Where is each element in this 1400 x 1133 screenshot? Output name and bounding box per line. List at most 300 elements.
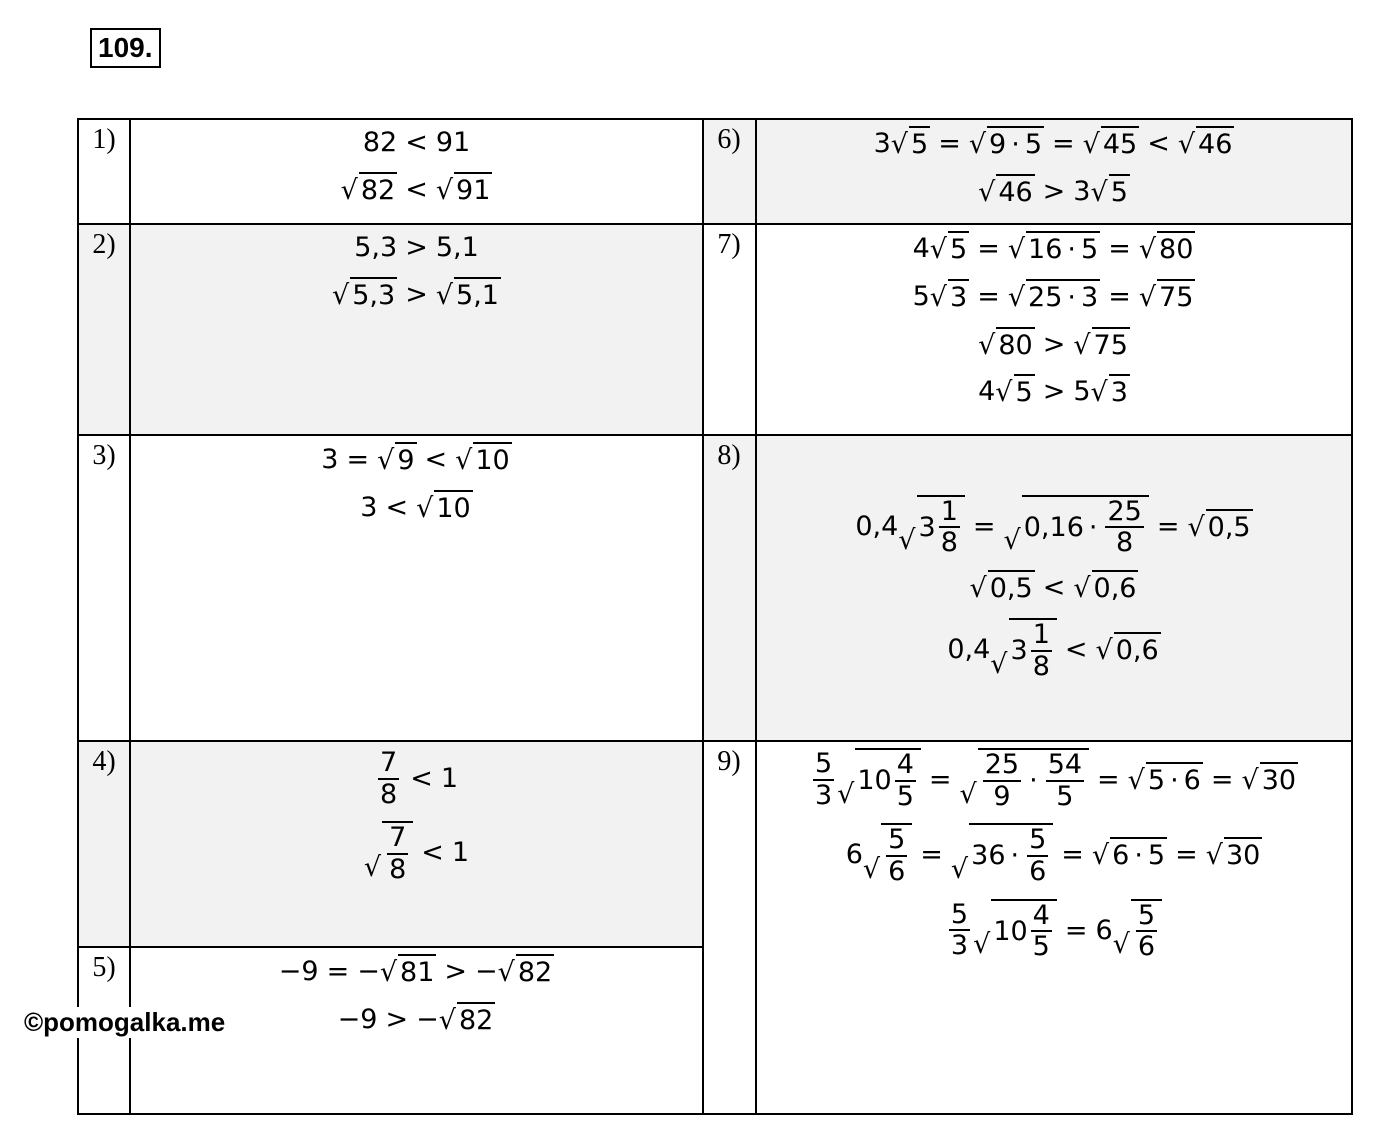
square-root [978,327,1035,363]
math-term: 3 [321,444,339,475]
math-term: 4 [978,376,996,408]
radical-sign-icon: √ [1082,129,1100,160]
fraction-denominator: 8 [389,854,407,886]
math-term: −9 [337,1003,378,1035]
fraction [1105,497,1143,558]
math-term: 75 [1093,329,1128,361]
math-operator: < [405,173,428,205]
square-root [1083,126,1140,162]
square-root [995,374,1034,410]
math-operator: = [977,280,1000,312]
math-operator: < [1042,572,1066,604]
radical-sign-icon: √ [898,525,916,557]
math-term: 1 [451,837,470,869]
radical-sign-icon: √ [1090,176,1108,208]
radical-sign-icon: √ [1127,764,1145,796]
fraction-numerator: 25 [1107,495,1142,527]
fraction [813,749,834,810]
fraction-denominator: 5 [1032,931,1050,963]
math-operator: < [385,491,409,523]
math-term: 10 [993,915,1028,947]
math-line [978,327,1130,363]
fraction [895,750,916,811]
math-operator: > [385,1003,409,1035]
square-root [837,748,921,811]
radicand [855,748,921,811]
square-root [898,495,965,558]
math-line [978,174,1130,210]
fraction-numerator: 5 [814,748,833,779]
math-operator: = [920,839,943,871]
math-operator: · [1011,129,1020,160]
math-term: 5 [1073,376,1091,408]
solution-2 [131,225,702,434]
math-term: 25 [1028,281,1063,313]
square-root [990,618,1057,681]
square-root [377,442,416,478]
math-term: 0,6 [1093,573,1137,605]
fraction [1136,901,1157,962]
math-term: 82 [517,957,553,988]
math-term: 5 [950,234,968,265]
math-operator: > [444,956,468,987]
radicand [948,279,969,315]
square-root [380,954,437,990]
math-operator: < [1064,633,1088,665]
square-root [1128,762,1203,798]
radical-sign-icon: √ [438,1004,456,1036]
radicand [1109,174,1130,210]
math-operator: = [938,128,961,159]
math-operator: > [405,278,428,310]
math-term: 0,4 [855,510,899,542]
math-term: 0,5 [989,573,1033,605]
math-line [874,126,1235,162]
radicand [996,174,1034,210]
square-root [978,174,1035,210]
radical-sign-icon: √ [1007,281,1026,313]
math-operator: > [405,232,428,263]
math-line [855,495,1252,558]
radicand [996,327,1034,363]
math-term: 82 [360,174,396,206]
math-line [970,570,1139,606]
radicand [1206,509,1253,545]
square-root [1008,279,1100,315]
fraction-denominator: 6 [888,856,906,888]
math-term: 45 [1102,129,1138,160]
fraction-numerator: 4 [1032,899,1050,931]
fraction-denominator: 5 [1056,780,1074,812]
math-operator: = [928,763,952,795]
math-term: 3 [918,511,936,543]
radical-sign-icon: √ [995,377,1013,409]
radical-sign-icon: √ [1187,511,1205,543]
square-root [1092,837,1167,873]
math-operator: < [405,127,428,158]
math-term: 10 [475,445,510,476]
radical-sign-icon: √ [377,445,395,476]
radical-sign-icon: √ [1112,929,1130,961]
radical-sign-icon: √ [1205,840,1223,872]
math-line [913,231,1196,267]
math-term: 5 [1147,764,1166,796]
square-root [439,1002,496,1038]
square-root [332,277,397,313]
square-root [1090,174,1129,210]
math-term: 10 [857,764,892,796]
radicand [991,899,1057,962]
radical-sign-icon: √ [1073,329,1091,361]
fraction-denominator: 8 [1032,650,1050,682]
square-root [969,126,1044,162]
fraction-numerator: 54 [1047,749,1083,780]
table-border-bottom [77,1113,1353,1115]
radical-sign-icon: √ [497,957,515,988]
math-operator: < [410,762,433,794]
radical-sign-icon: √ [379,957,398,988]
math-term: 6 [1112,840,1130,872]
math-operator: = [1175,839,1198,871]
radical-sign-icon: √ [929,281,948,313]
solution-4 [131,742,702,946]
radical-sign-icon: √ [416,492,434,524]
math-term: 5 [1081,234,1099,265]
radicand [454,172,492,208]
math-term: 5,1 [456,279,499,311]
math-line [360,490,472,526]
radical-sign-icon: √ [1003,525,1021,557]
fraction [1031,620,1052,681]
math-operator: · [1067,281,1076,313]
fraction-denominator: 8 [1116,527,1134,559]
radicand [434,490,472,526]
task-number: 109. [90,28,161,68]
radical-sign-icon: √ [969,573,987,605]
solution-7 [757,225,1351,434]
radicand [1157,279,1195,315]
square-root [1073,327,1130,363]
item-number: 4) [92,746,116,777]
fraction-denominator: 5 [896,780,914,812]
radicand [948,231,969,267]
radicand [398,954,436,990]
square-root [1206,837,1263,873]
radicand [1196,126,1234,162]
fraction-numerator: 1 [1032,618,1050,650]
math-term: 5,3 [354,232,398,263]
math-term: 81 [400,957,435,988]
math-term: 9 [397,445,415,476]
radical-sign-icon: √ [455,445,473,476]
math-operator: = [1064,914,1088,946]
math-line [978,374,1130,410]
math-operator: > [1042,376,1066,408]
math-line [846,823,1263,886]
math-term: −9 [278,956,319,987]
radicand [978,748,1089,811]
math-line [810,748,1298,811]
square-root [364,821,413,884]
square-root [1008,231,1100,267]
radicand [1109,374,1130,410]
math-operator: = [972,510,996,542]
math-term: 3 [1081,281,1099,313]
math-operator: · [1134,840,1143,872]
radicand [1022,495,1149,558]
fraction-numerator: 25 [984,749,1020,780]
math-term: 0,6 [1115,634,1159,666]
math-term: 5 [1015,377,1033,409]
math-line [338,1002,496,1038]
solution-9 [757,742,1351,1113]
math-term: 82 [458,1004,494,1036]
radicand [1014,374,1035,410]
math-term: 0,5 [1207,511,1251,543]
math-operator: > [1042,175,1066,207]
math-line [364,821,469,884]
radicand [457,1002,495,1038]
radicand [1026,279,1100,315]
item-number: 8) [717,440,741,471]
square-root [436,172,493,208]
math-term: − [475,956,498,987]
square-root [498,954,555,990]
radicand [473,442,511,478]
math-term: 30 [1261,764,1297,796]
math-line [341,172,493,208]
math-operator: < [421,837,444,869]
fraction [387,823,408,884]
radicand [881,823,912,886]
radical-sign-icon: √ [862,854,881,885]
square-root [891,126,930,162]
math-line [947,618,1160,681]
radicand [987,126,1044,162]
radicand [909,126,930,162]
square-root [930,279,969,315]
math-term: 3 [1010,634,1028,666]
item-number: 5) [92,952,116,983]
radicand [350,277,397,313]
math-term: 46 [1198,129,1233,160]
fraction-denominator: 3 [950,930,969,962]
radical-sign-icon: √ [340,174,358,206]
solution-8 [757,436,1351,740]
math-operator: = [1097,763,1120,795]
math-operator: · [1010,840,1020,872]
math-line [946,899,1162,962]
math-operator: · [1067,234,1076,265]
radical-sign-icon: √ [435,279,454,311]
math-term: 16 [1028,234,1063,265]
fraction-denominator: 6 [1029,856,1047,888]
square-root [1241,762,1298,798]
square-root [1187,509,1252,545]
math-operator: = [1108,280,1131,312]
solution-1 [131,120,702,223]
math-term: 5 [911,129,929,160]
radicand [1110,837,1167,873]
fraction [378,748,399,809]
math-operator: · [1029,764,1038,796]
radical-sign-icon: √ [332,279,350,311]
radicand [1260,762,1298,798]
math-operator: = [346,444,370,475]
radical-sign-icon: √ [1177,129,1196,160]
solution-3 [131,436,702,740]
radicand [969,823,1053,886]
math-operator: = [1061,839,1084,871]
math-operator: = [977,233,1000,264]
radical-sign-icon: √ [1138,234,1157,265]
radical-sign-icon: √ [973,929,991,961]
fraction-numerator: 7 [380,747,398,778]
math-term: 6 [845,839,863,871]
square-root [930,231,969,267]
square-root [1091,374,1130,410]
fraction [1046,750,1084,811]
fraction-numerator: 7 [389,822,407,854]
math-term: 36 [971,840,1006,872]
table-border-right [1351,118,1353,1115]
radicand [1092,327,1130,363]
math-line [363,126,470,160]
solution-6 [757,120,1351,223]
item-number: 7) [717,229,741,260]
math-term: 3 [873,128,891,159]
math-line [354,231,479,265]
radical-sign-icon: √ [435,174,454,206]
math-term: 6 [1183,764,1201,796]
math-term: 5,3 [352,279,396,311]
item-number: 2) [92,229,116,260]
radicand [454,277,501,313]
math-line [913,279,1196,315]
fraction-numerator: 1 [940,495,958,527]
radical-sign-icon: √ [978,329,996,361]
square-root [416,490,473,526]
math-operator: = [1210,763,1234,795]
fraction [949,900,970,961]
radicand [516,954,554,990]
radical-sign-icon: √ [968,129,987,160]
math-operator: = [326,956,350,987]
math-line [321,442,511,478]
square-root [970,570,1035,606]
radicand [1026,231,1100,267]
radical-sign-icon: √ [978,176,996,208]
item-number: 6) [717,124,741,155]
radical-sign-icon: √ [950,854,969,885]
item-number: 1) [92,124,116,155]
math-term: 91 [456,174,491,206]
radicand [1146,762,1203,798]
math-term: 5 [1024,129,1042,160]
math-operator: > [1042,328,1066,360]
square-root [1073,570,1138,606]
square-root [1139,231,1196,267]
math-term: 82 [362,127,398,158]
radicand [1114,632,1161,668]
math-operator: = [1052,128,1075,159]
math-term: 91 [435,127,471,158]
math-line [375,748,458,809]
fraction-denominator: 8 [380,778,398,810]
radical-sign-icon: √ [929,234,948,265]
item-number: 9) [717,746,741,777]
square-root [1096,632,1161,668]
fraction-denominator: 9 [993,780,1011,812]
square-root [973,899,1057,962]
radicand [359,172,397,208]
item-number: 3) [92,440,116,471]
math-operator: · [1088,511,1098,543]
math-term: 75 [1159,281,1194,313]
math-operator: = [1156,510,1180,542]
radicand [1131,899,1162,962]
square-root [960,748,1090,811]
square-root [1113,899,1162,962]
radical-sign-icon: √ [959,778,977,810]
fraction [1027,825,1048,886]
math-operator: · [1170,764,1179,796]
radicand [1092,570,1139,606]
math-term: 46 [998,176,1033,208]
radical-sign-icon: √ [363,852,382,883]
radical-sign-icon: √ [837,778,855,810]
fraction [983,750,1021,811]
math-operator: < [1147,128,1170,159]
square-root [951,823,1053,886]
math-term: 1 [440,762,458,794]
radical-sign-icon: √ [1095,634,1113,666]
radicand [1009,618,1057,681]
fraction-denominator: 3 [814,779,833,811]
math-term: 80 [998,329,1033,361]
math-operator: = [1108,233,1131,264]
radicand [988,570,1035,606]
radicand [1157,231,1195,267]
fraction-numerator: 4 [896,749,914,780]
math-term: − [416,1003,439,1035]
fraction-numerator: 5 [888,824,906,856]
math-term: 3 [1110,377,1128,409]
math-term: 5 [1110,176,1128,208]
fraction-numerator: 5 [950,898,969,930]
fraction-denominator: 6 [1137,931,1156,963]
radical-sign-icon: √ [1091,840,1110,872]
radicand [1224,837,1262,873]
radical-sign-icon: √ [890,129,908,160]
fraction-denominator: 8 [940,527,958,559]
square-root [436,277,501,313]
math-term: − [357,956,380,987]
radical-sign-icon: √ [1090,377,1108,409]
watermark: ©pomogalka.me [20,1007,229,1038]
fraction [1031,901,1052,962]
radical-sign-icon: √ [1138,281,1157,313]
math-operator: < [424,444,448,475]
math-term: 5 [1147,840,1166,872]
square-root [1139,279,1196,315]
fraction [939,497,960,558]
math-term: 80 [1159,234,1194,265]
radical-sign-icon: √ [990,648,1008,680]
square-root [863,823,912,886]
math-term: 0,16 [1023,511,1084,543]
math-term: 30 [1225,840,1261,872]
